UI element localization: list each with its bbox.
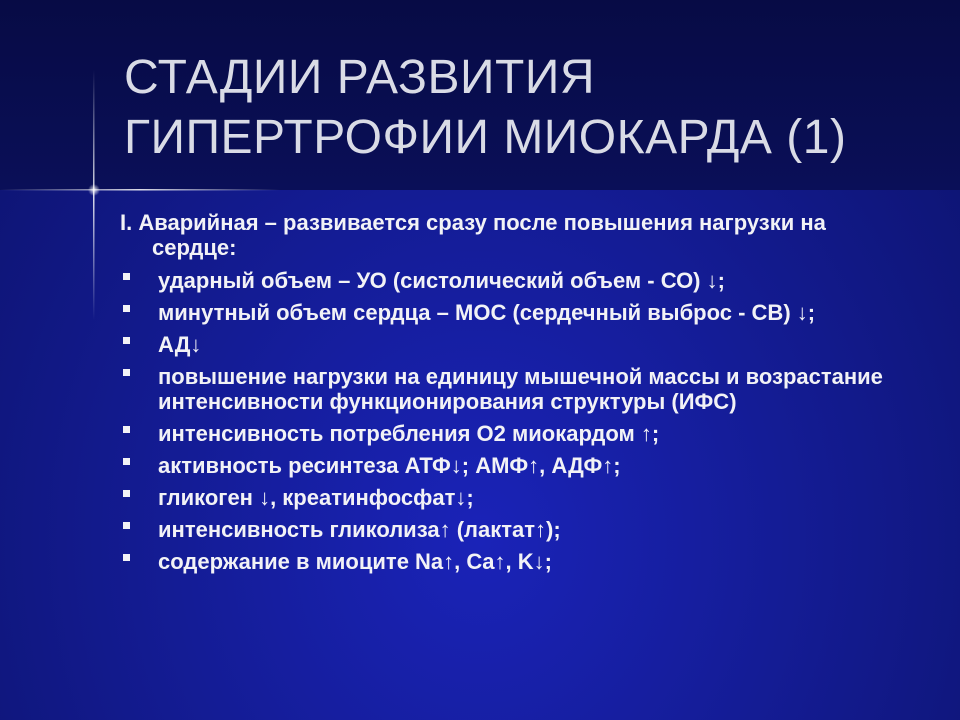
- intro-number: I: [120, 210, 127, 235]
- bullet-square-icon: [123, 273, 130, 280]
- list-item: [120, 364, 900, 414]
- list-item-text: интенсивность гликолиза↑ (лактат↑);: [158, 517, 561, 542]
- list-item: [120, 453, 900, 478]
- list-item-text: содержание в миоците Na↑, Ca↑, K↓;: [158, 549, 552, 574]
- bullet-square-icon: [123, 426, 130, 433]
- list-item-text: минутный объем сердца – МОС (сердечный выброс - СВ) ↓;: [158, 300, 816, 325]
- intro-paragraph: [120, 210, 900, 260]
- list-item: [120, 332, 900, 357]
- intro-text: . Аварийная – развивается сразу после повышения нагрузки на сердце:: [126, 210, 826, 260]
- list-item: [120, 549, 900, 574]
- bullet-square-icon: [123, 305, 130, 312]
- bullet-square-icon: [123, 369, 130, 376]
- bullet-square-icon: [123, 337, 130, 344]
- content-body: [120, 210, 900, 581]
- list-item: [120, 485, 900, 510]
- list-item: [120, 517, 900, 542]
- bullet-square-icon: [123, 522, 130, 529]
- list-item-text: повышение нагрузки на единицу мышечной массы и возрастание интенсивности функционирования структуры (ИФС): [158, 364, 883, 414]
- list-item: [120, 300, 900, 325]
- bullet-square-icon: [123, 458, 130, 465]
- list-item-text: интенсивность потребления О2 миокардом ↑;: [158, 421, 660, 446]
- title-line-2: ГИПЕРТРОФИИ МИОКАРДА (1): [124, 111, 847, 164]
- list-item: [120, 421, 900, 446]
- list-item-text: активность ресинтеза АТФ↓; АМФ↑, АДФ↑;: [158, 453, 621, 478]
- list-item-text: ударный объем – УО (систолический объем - СО) ↓;: [158, 268, 725, 293]
- bullet-list: [120, 268, 900, 574]
- list-item: [120, 268, 900, 293]
- page-title: [124, 48, 924, 168]
- title-line-1: СТАДИИ РАЗВИТИЯ: [124, 51, 596, 104]
- bullet-square-icon: [123, 554, 130, 561]
- list-item-text: АД↓: [158, 332, 202, 357]
- bullet-square-icon: [123, 490, 130, 497]
- list-item-text: гликоген ↓, креатинфосфат↓;: [158, 485, 474, 510]
